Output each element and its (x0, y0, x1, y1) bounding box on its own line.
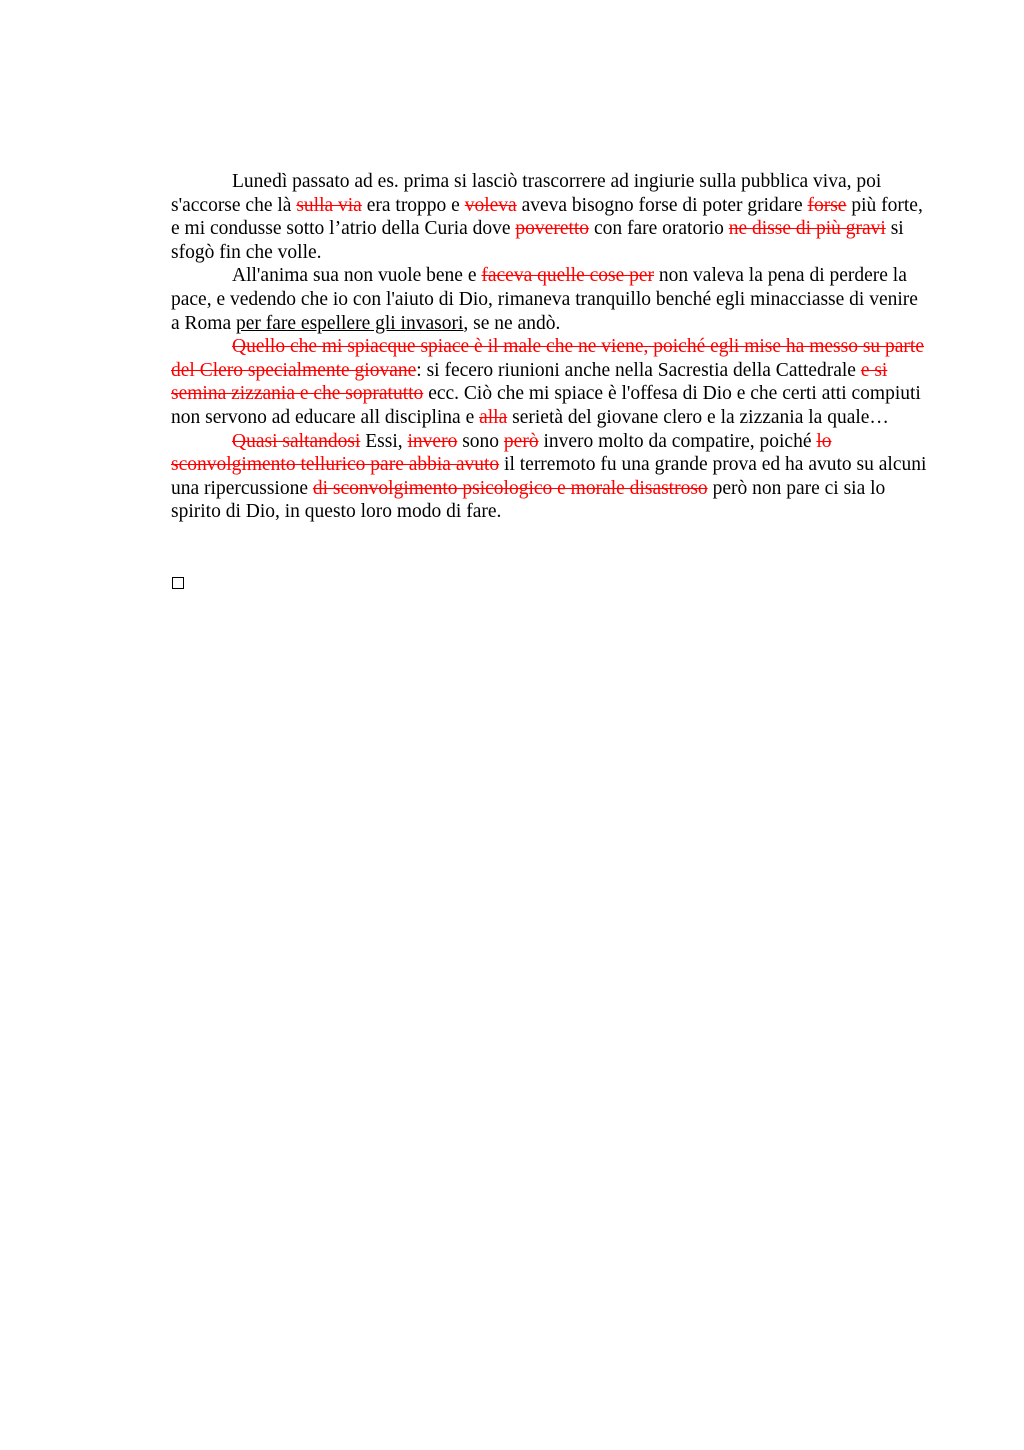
text-segment: il terremoto fu una grande prova ed ha avuto su alcuni una ripercussione (171, 454, 927, 499)
underlined-text: per fare espellere gli invasori (235, 312, 464, 334)
text-segment: ecc. Ciò che mi spiace è l'offesa di Dio e che certi atti compiuti non servono ad educare all disciplina e (171, 383, 921, 428)
deleted-text: lo sconvolgimento tellurico pare abbia avuto (171, 430, 832, 476)
paragraph-3 (171, 335, 931, 429)
text-segment: si sfogò fin che volle. (171, 218, 904, 263)
deleted-text: poveretto (515, 218, 590, 240)
text-segment: serietà del giovane clero e la zizzania la quale… (507, 406, 889, 428)
deleted-text: ne disse di più gravi (728, 218, 886, 240)
empty-square-box-icon (172, 577, 184, 589)
text-segment: Lunedì passato ad es. prima si lasciò trascorrere ad ingiurie sulla pubblica viva, poi s'accorse che là (171, 171, 882, 216)
deleted-text: sulla via (296, 194, 362, 216)
deleted-text: e si semina zizzania e che sopratutto (171, 359, 888, 405)
paragraph-1 (171, 170, 931, 264)
text-segment: Essi, (360, 430, 408, 452)
text-segment: però non pare ci sia lo spirito di Dio, in questo loro modo di fare. (171, 477, 886, 523)
text-segment: aveva bisogno forse di poter gridare (516, 194, 808, 216)
document-body (171, 170, 931, 524)
deleted-text: Quasi saltandosi (232, 430, 361, 452)
deleted-text: però (503, 430, 539, 452)
text-segment: : si fecero riunioni anche nella Sacrestia della Cattedrale (416, 359, 861, 381)
deleted-text: forse (807, 194, 847, 216)
paragraph-4 (171, 430, 931, 524)
text-segment: con fare oratorio (589, 218, 729, 240)
deleted-text: invero (407, 430, 458, 452)
text-segment: era troppo e (361, 194, 465, 216)
text-segment: sono (457, 430, 504, 452)
deleted-text: di sconvolgimento psicologico e morale disastroso (312, 477, 708, 499)
deleted-text: Quello che mi spiacque spiace è il male che ne viene, poiché egli mise ha messo su parte del Clero specialmente giovane (171, 336, 925, 381)
deleted-text: voleva (464, 194, 517, 216)
deleted-text: faceva quelle cose per (481, 265, 655, 287)
text-segment: non valeva la pena di perdere la pace, e vedendo che io con l'aiuto di Dio, rimaneva tranquillo benché egli minacciasse di venire a Roma (171, 265, 918, 334)
text-segment: invero molto da compatire, poiché (538, 430, 817, 452)
text-segment: , se ne andò. (463, 312, 561, 334)
text-segment: All'anima sua non vuole bene e (232, 265, 482, 287)
deleted-text: alla (479, 406, 508, 428)
text-segment: più forte, e mi condusse sotto l’atrio della Curia dove (171, 194, 923, 240)
paragraph-2 (171, 264, 931, 335)
